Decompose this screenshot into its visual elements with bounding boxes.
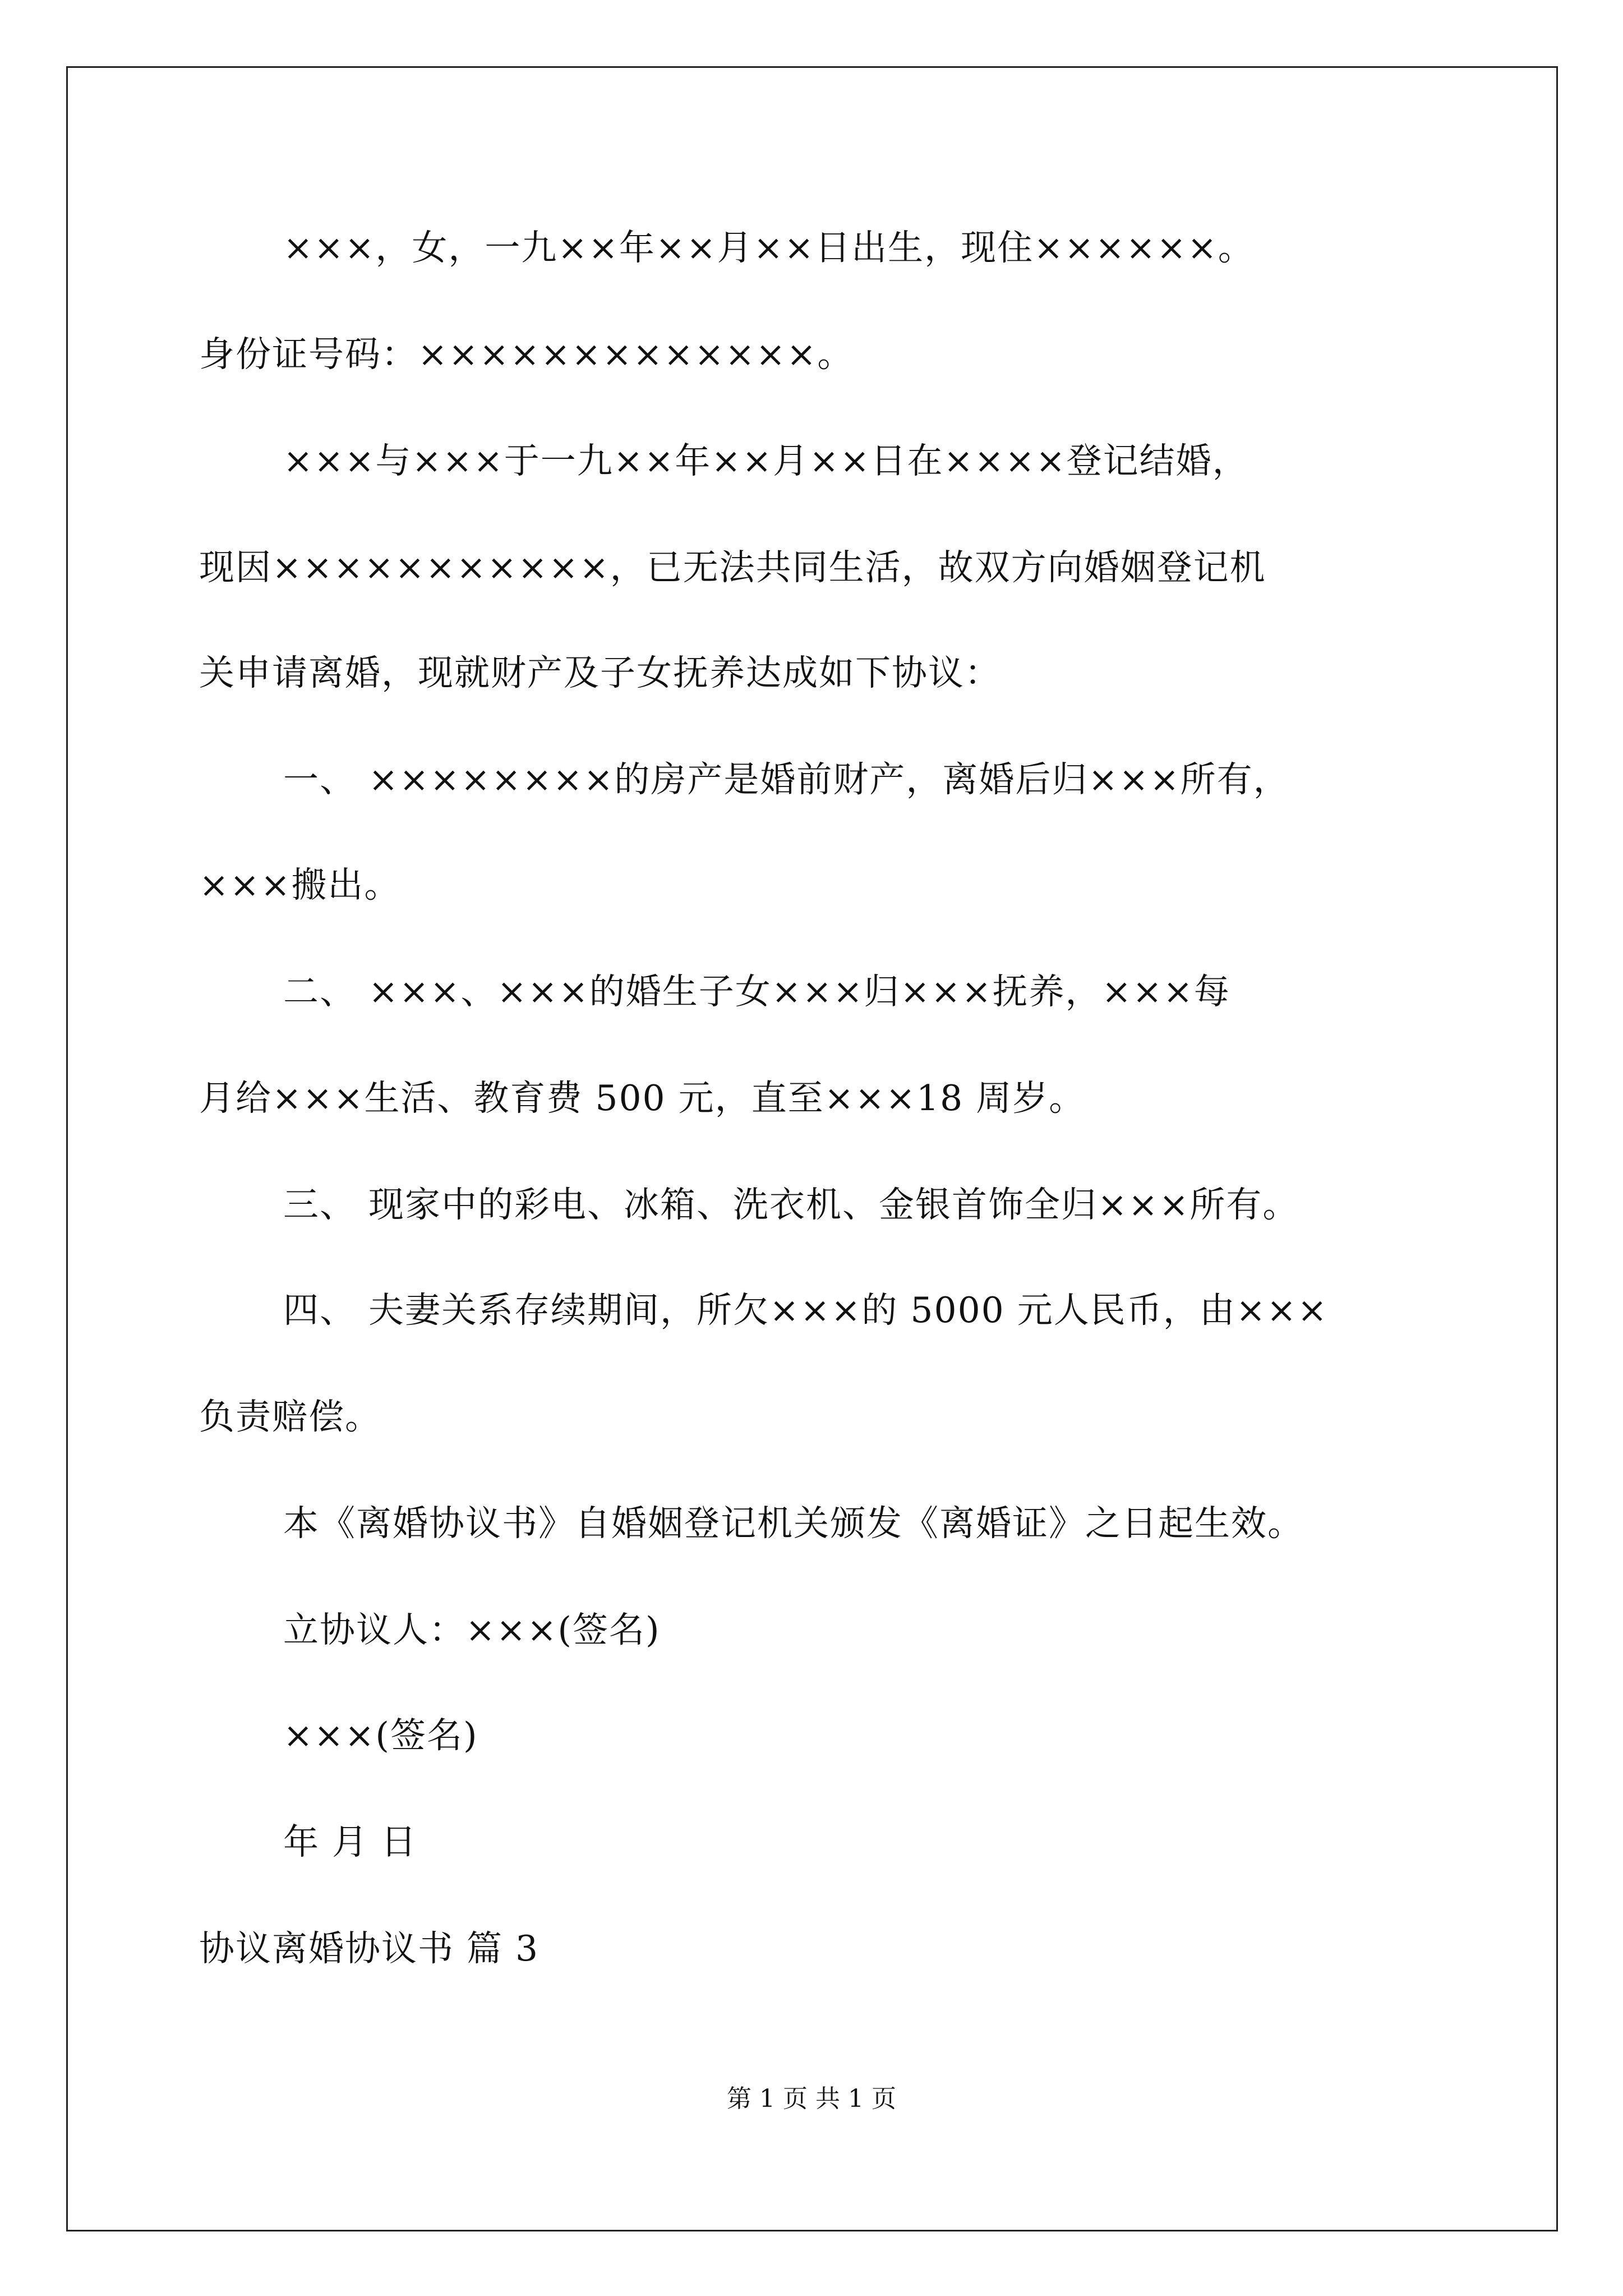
marriage-line1: ×××与×××于一九××年××月××日在××××登记结婚， [283, 440, 1249, 481]
page-border [66, 66, 1558, 2231]
clause1-line2: ×××搬出。 [199, 864, 401, 905]
marriage-line3: 关申请离婚，现就财产及子女抚养达成如下协议： [199, 652, 1001, 693]
date-line: 年 月 日 [283, 1821, 418, 1862]
effective-line: 本《离婚协议书》自婚姻登记机关颁发《离婚证》之日起生效。 [283, 1503, 1304, 1544]
clause2-line2: 月给×××生活、教育费 500 元，直至×××18 周岁。 [199, 1078, 1086, 1119]
party-b-line1: ×××，女，一九××年××月××日出生，现住××××××。 [283, 227, 1255, 268]
clause4-line1: 四、 夫妻关系存续期间，所欠×××的 5000 元人民币，由××× [283, 1290, 1329, 1331]
section-heading: 协议离婚协议书 篇 3 [199, 1928, 540, 1969]
signer1-line: 立协议人：×××(签名) [283, 1609, 661, 1650]
marriage-line2: 现因×××××××××××，已无法共同生活，故双方向婚姻登记机 [199, 547, 1266, 588]
clause4-line2: 负责赔偿。 [199, 1396, 381, 1437]
signer2-line: ×××(签名) [283, 1715, 478, 1756]
clause2-line1: 二、 ×××、×××的婚生子女×××归×××抚养，×××每 [283, 971, 1230, 1012]
party-b-id-line: 身份证号码：×××××××××××××。 [199, 334, 854, 375]
clause3-line1: 三、 现家中的彩电、冰箱、洗衣机、金银首饰全归×××所有。 [283, 1184, 1299, 1225]
page-footer: 第 1 页 共 1 页 [727, 2085, 896, 2113]
clause1-line1: 一、 ××××××××的房产是婚前财产，离婚后归×××所有， [283, 759, 1290, 800]
